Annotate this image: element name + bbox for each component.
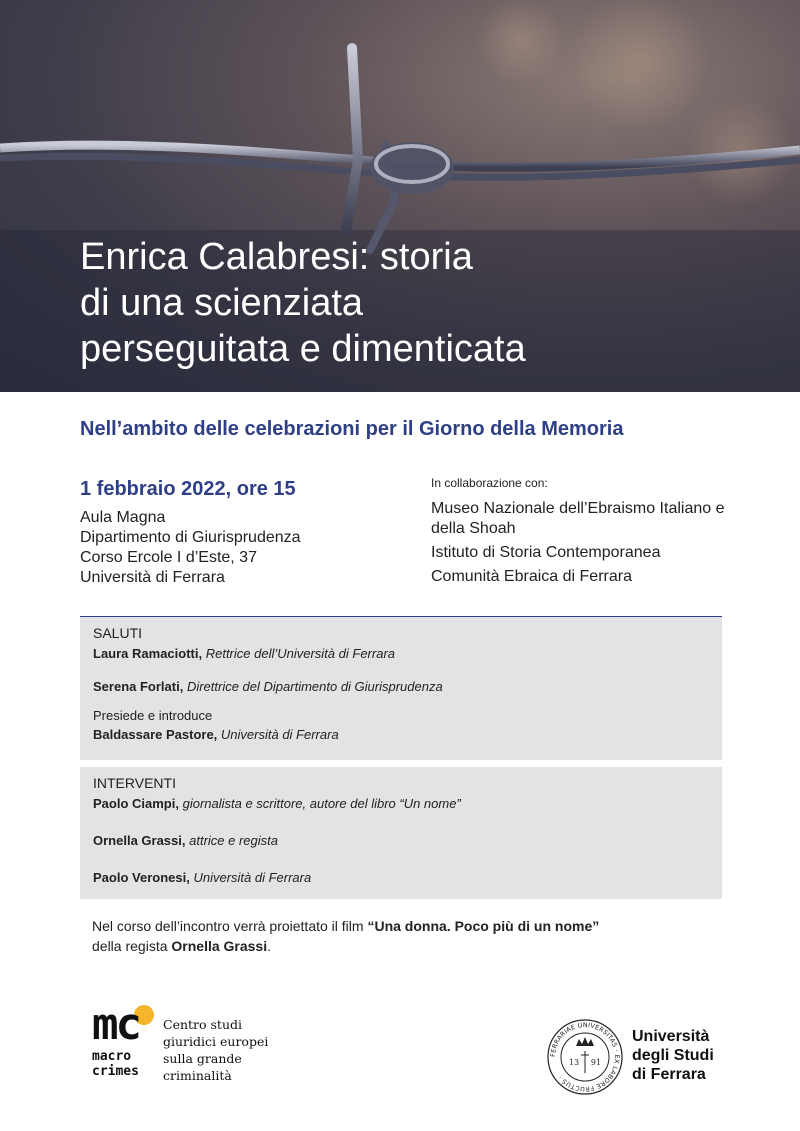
speaker-entry	[93, 870, 722, 885]
speaker-name: Serena Forlati,	[93, 679, 184, 694]
seal-ring-text: FERRARIAE UNIVERSITAS · EX LABORE FRUCTUS ·	[549, 1021, 621, 1093]
speaker-role: Università di Ferrara	[193, 870, 312, 885]
centro-line: sulla grande	[163, 1051, 242, 1066]
collaboration-block	[431, 476, 751, 591]
saluti-panel	[80, 616, 722, 760]
note-text: .	[267, 938, 271, 954]
speaker-name: Paolo Veronesi,	[93, 870, 190, 885]
speaker-name: Paolo Ciampi,	[93, 796, 179, 811]
event-title	[80, 234, 740, 372]
film-title: “Una donna. Poco più di un nome”	[367, 918, 600, 934]
seal-year: 13	[568, 1058, 580, 1067]
collaboration-label: In collaborazione con:	[431, 476, 548, 490]
speaker-role: Direttrice del Dipartimento di Giurisprudenza	[186, 679, 443, 694]
speaker-entry	[93, 796, 722, 811]
collaboration-item: Comunità Ebraica di Ferrara	[431, 568, 632, 585]
speaker-role: Università di Ferrara	[220, 727, 339, 742]
speaker-entry	[93, 727, 722, 742]
subtitle: Nell’ambito delle celebrazioni per il Giorno della Memoria	[80, 418, 624, 440]
interventi-heading: INTERVENTI	[93, 775, 176, 791]
venue-line: Università di Ferrara	[80, 569, 225, 586]
speaker-entry	[93, 833, 722, 848]
title-line: di una scienziata	[80, 282, 364, 324]
logo-words	[92, 1049, 139, 1079]
seal-year: 91	[590, 1058, 602, 1067]
director-name: Ornella Grassi	[171, 938, 268, 954]
crown-icon	[576, 1037, 594, 1046]
speaker-name: Ornella Grassi,	[93, 833, 186, 848]
speaker-role: Rettrice dell’Università di Ferrara	[205, 646, 395, 661]
film-note-line-1	[92, 916, 732, 936]
venue-line: Dipartimento di Giurisprudenza	[80, 529, 301, 546]
saluti-heading: SALUTI	[93, 625, 143, 641]
university-name-line: Università	[632, 1028, 710, 1045]
interventi-panel	[80, 767, 722, 899]
speaker-name: Laura Ramaciotti,	[93, 646, 203, 661]
note-text: della regista	[92, 938, 172, 954]
centro-studi-text	[163, 1016, 313, 1084]
centro-line: criminalità	[163, 1068, 232, 1083]
venue-line: Corso Ercole I d’Este, 37	[80, 549, 257, 566]
logo-word: crimes	[92, 1064, 139, 1079]
venue-line: Aula Magna	[80, 509, 166, 526]
film-note	[92, 916, 732, 956]
speaker-name: Baldassare Pastore,	[93, 727, 218, 742]
tree-icon	[581, 1051, 589, 1073]
note-text: Nel corso dell’incontro verrà proiettato il film	[92, 918, 368, 934]
centro-line: giuridici europei	[163, 1034, 269, 1049]
speaker-role: attrice e regista	[189, 833, 278, 848]
university-name-line: di Ferrara	[632, 1066, 706, 1083]
presiede-label: Presiede e introduce	[93, 708, 213, 723]
university-seal	[545, 1017, 625, 1097]
collaboration-item: Museo Nazionale dell’Ebraismo Italiano e della Shoah	[431, 500, 725, 537]
speaker-role: giornalista e scrittore, autore del libro “Un nome”	[182, 796, 461, 811]
date-venue-block	[80, 478, 400, 588]
university-name	[632, 1027, 714, 1084]
event-date: 1 febbraio 2022, ore 15	[80, 478, 296, 500]
logo-letters: mc	[92, 999, 139, 1050]
centro-line: Centro studi	[163, 1017, 242, 1032]
hero-image	[0, 0, 800, 392]
speaker-entry	[93, 646, 722, 661]
logo-word: macro	[92, 1049, 132, 1064]
title-line: perseguitata e dimenticata	[80, 328, 526, 370]
speaker-entry	[93, 679, 722, 694]
collaboration-item: Istituto di Storia Contemporanea	[431, 544, 661, 561]
film-note-line-2	[92, 936, 732, 956]
title-line: Enrica Calabresi: storia	[80, 236, 473, 278]
university-name-line: degli Studi	[632, 1047, 714, 1064]
